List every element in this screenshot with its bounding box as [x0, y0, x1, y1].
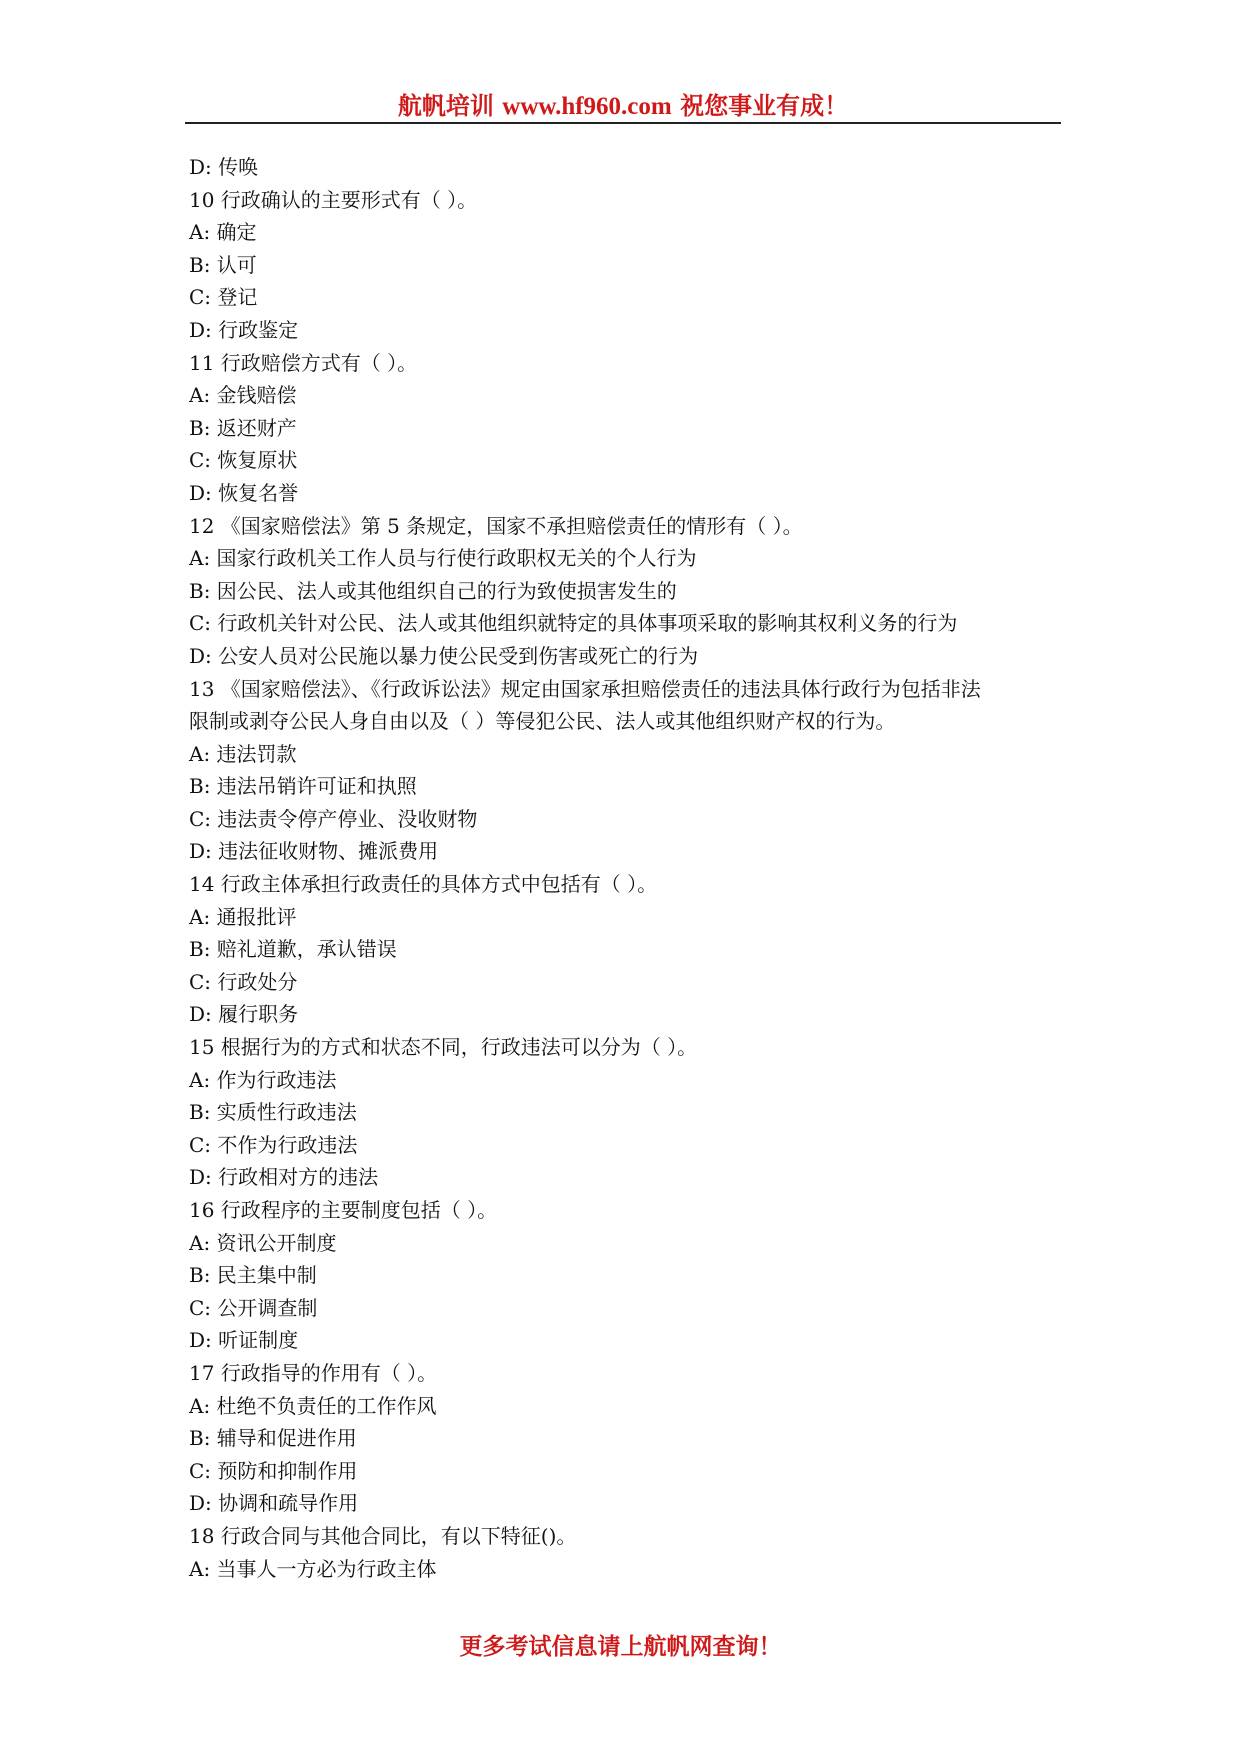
header-divider — [185, 122, 1061, 124]
text-line: B: 返还财产 — [189, 415, 297, 440]
header-slogan: 祝您事业有成！ — [671, 91, 849, 120]
text-line: 17 行政指导的作用有（ ）。 — [189, 1360, 438, 1385]
text-line: D: 公安人员对公民施以暴力使公民受到伤害或死亡的行为 — [189, 643, 699, 668]
text-line: 限制或剥夺公民人身自由以及（ ）等侵犯公民、法人或其他组织财产权的行为。 — [189, 709, 896, 734]
text-line: A: 金钱赔偿 — [189, 383, 297, 408]
text-line: B: 实质性行政违法 — [189, 1100, 357, 1125]
text-line: 11 行政赔偿方式有（ ）。 — [189, 350, 418, 375]
text-line: D: 行政鉴定 — [189, 317, 299, 342]
document-body — [189, 151, 1069, 1585]
text-line: D: 履行职务 — [189, 1002, 299, 1027]
text-line: 13 《国家赔偿法》、《行政诉讼法》规定由国家承担赔偿责任的违法具体行政行为包括非法 — [189, 676, 981, 701]
text-line: C: 恢复原状 — [189, 448, 298, 473]
text-line: C: 不作为行政违法 — [189, 1132, 358, 1157]
text-line: A: 国家行政机关工作人员与行使行政职权无关的个人行为 — [189, 546, 697, 571]
text-line: D: 恢复名誉 — [189, 480, 299, 505]
text-line: A: 杜绝不负责任的工作作风 — [189, 1393, 437, 1418]
text-line: A: 违法罚款 — [189, 741, 297, 766]
text-line: A: 当事人一方必为行政主体 — [189, 1556, 437, 1581]
text-line: C: 公开调查制 — [189, 1295, 318, 1320]
text-line: 18 行政合同与其他合同比，有以下特征()。 — [189, 1523, 577, 1548]
text-line: 10 行政确认的主要形式有（ ）。 — [189, 187, 478, 212]
text-line: 16 行政程序的主要制度包括（ ）。 — [189, 1198, 498, 1222]
text-line: B: 赔礼道歉，承认错误 — [189, 937, 397, 962]
text-line: D: 违法征收财物、摊派费用 — [189, 839, 439, 864]
text-line: B: 因公民、法人或其他组织自己的行为致使损害发生的 — [189, 578, 677, 603]
text-line: A: 资讯公开制度 — [189, 1230, 337, 1255]
text-line: C: 违法责令停产停业、没收财物 — [189, 806, 478, 831]
text-line: 15 根据行为的方式和状态不同，行政违法可以分为（ ）。 — [189, 1035, 698, 1060]
text-line: B: 认可 — [189, 252, 257, 277]
text-line: C: 登记 — [189, 285, 258, 310]
text-line: D: 传唤 — [189, 155, 259, 179]
text-line: 14 行政主体承担行政责任的具体方式中包括有（ ）。 — [189, 872, 658, 897]
text-line: B: 民主集中制 — [189, 1263, 317, 1288]
header-brand: 航帆培训 — [397, 91, 503, 120]
text-line: C: 预防和抑制作用 — [189, 1458, 358, 1483]
text-line: D: 行政相对方的违法 — [189, 1165, 379, 1190]
text-line: A: 确定 — [189, 220, 257, 245]
text-line: D: 听证制度 — [189, 1328, 299, 1353]
text-line: B: 辅导和促进作用 — [189, 1426, 357, 1451]
text-line: A: 通报批评 — [189, 904, 297, 929]
page-footer: 更多考试信息请上航帆网查询！ — [459, 1634, 782, 1660]
header-url: www.hf960.com — [502, 93, 672, 120]
page-header — [185, 86, 1061, 121]
text-line: A: 作为行政违法 — [189, 1067, 337, 1092]
text-line: C: 行政机关针对公民、法人或其他组织就特定的具体事项采取的影响其权利义务的行为 — [189, 611, 958, 636]
text-line: 12 《国家赔偿法》第 5 条规定，国家不承担赔偿责任的情形有（ ）。 — [189, 513, 803, 538]
text-line: C: 行政处分 — [189, 969, 298, 994]
text-line: B: 违法吊销许可证和执照 — [189, 774, 417, 799]
text-line: D: 协调和疏导作用 — [189, 1491, 359, 1516]
